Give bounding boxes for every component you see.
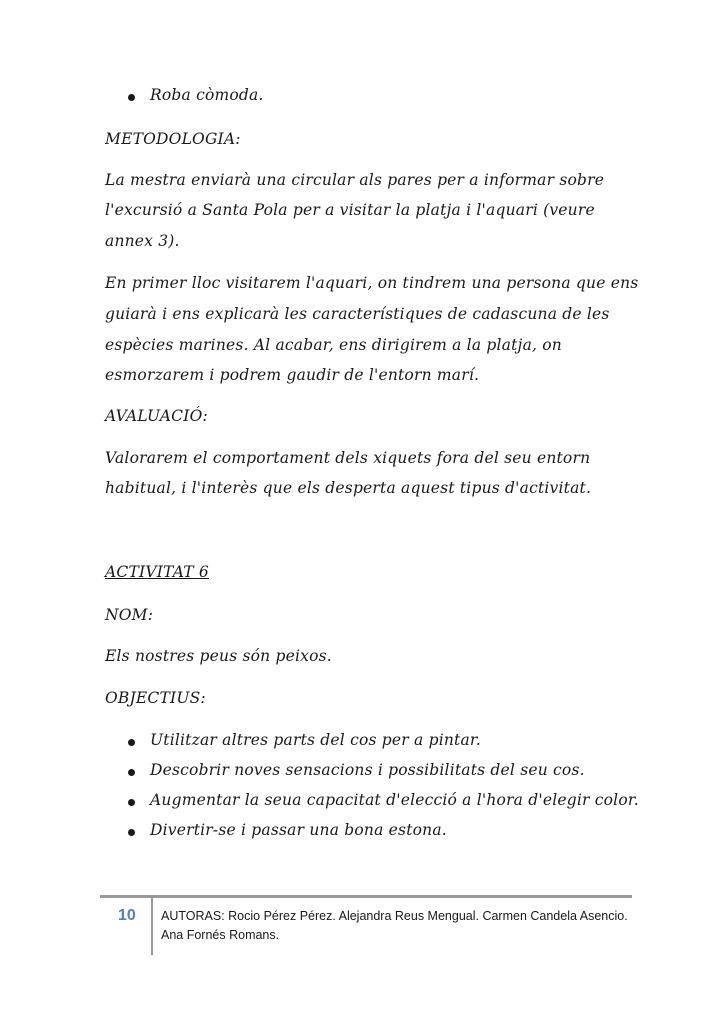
bullet-icon [128, 829, 135, 836]
metodologia-heading: METODOLOGIA: [105, 130, 241, 148]
page-number: 10 [118, 907, 136, 924]
objectius-heading: OBJECTIUS: [105, 689, 206, 707]
footer-divider [100, 895, 632, 898]
metodologia-p2-line: espècies marines. Al acabar, ens dirigirem a la platja, on [105, 336, 562, 354]
bullet-icon [128, 799, 135, 806]
objectiu-item: Divertir-se i passar una bona estona. [150, 821, 447, 839]
bullet-icon [128, 94, 135, 101]
metodologia-p1-line: La mestra enviarà una circular als pares per a informar sobre [105, 171, 605, 189]
footer-authors [161, 907, 628, 945]
bullet-icon [128, 769, 135, 776]
avaluacio-line: Valorarem el comportament dels xiquets fora del seu entorn [105, 449, 591, 467]
bullet-icon [128, 739, 135, 746]
footer-authors-line: AUTORAS: Rocio Pérez Pérez. Alejandra Reus Mengual. Carmen Candela Asencio. [161, 909, 628, 923]
metodologia-p2-line: esmorzarem i podrem gaudir de l'entorn marí. [105, 366, 480, 384]
metodologia-p2-line: guiarà i ens explicarà les característiques de cadascuna de les [105, 305, 610, 323]
metodologia-p2-line: En primer lloc visitarem l'aquari, on tindrem una persona que ens [105, 274, 639, 292]
activitat-title: ACTIVITAT 6 [105, 563, 209, 581]
footer-authors-line: Ana Fornés Romans. [161, 928, 280, 942]
footer-vertical-divider [151, 898, 153, 955]
metodologia-p1-line: annex 3). [105, 232, 180, 250]
nom-heading: NOM: [105, 606, 154, 624]
avaluacio-heading: AVALUACIÓ: [105, 407, 208, 425]
metodologia-p1-line: l'excursió a Santa Pola per a visitar la platja i l'aquari (veure [105, 201, 595, 219]
avaluacio-line: habitual, i l'interès que els desperta aquest tipus d'activitat. [105, 479, 592, 497]
nom-value: Els nostres peus són peixos. [105, 647, 332, 665]
materials-item: Roba còmoda. [150, 86, 264, 104]
objectiu-item: Descobrir noves sensacions i possibilitats del seu cos. [150, 761, 585, 779]
objectiu-item: Augmentar la seua capacitat d'elecció a l'hora d'elegir color. [150, 791, 639, 809]
objectiu-item: Utilitzar altres parts del cos per a pintar. [150, 731, 481, 749]
